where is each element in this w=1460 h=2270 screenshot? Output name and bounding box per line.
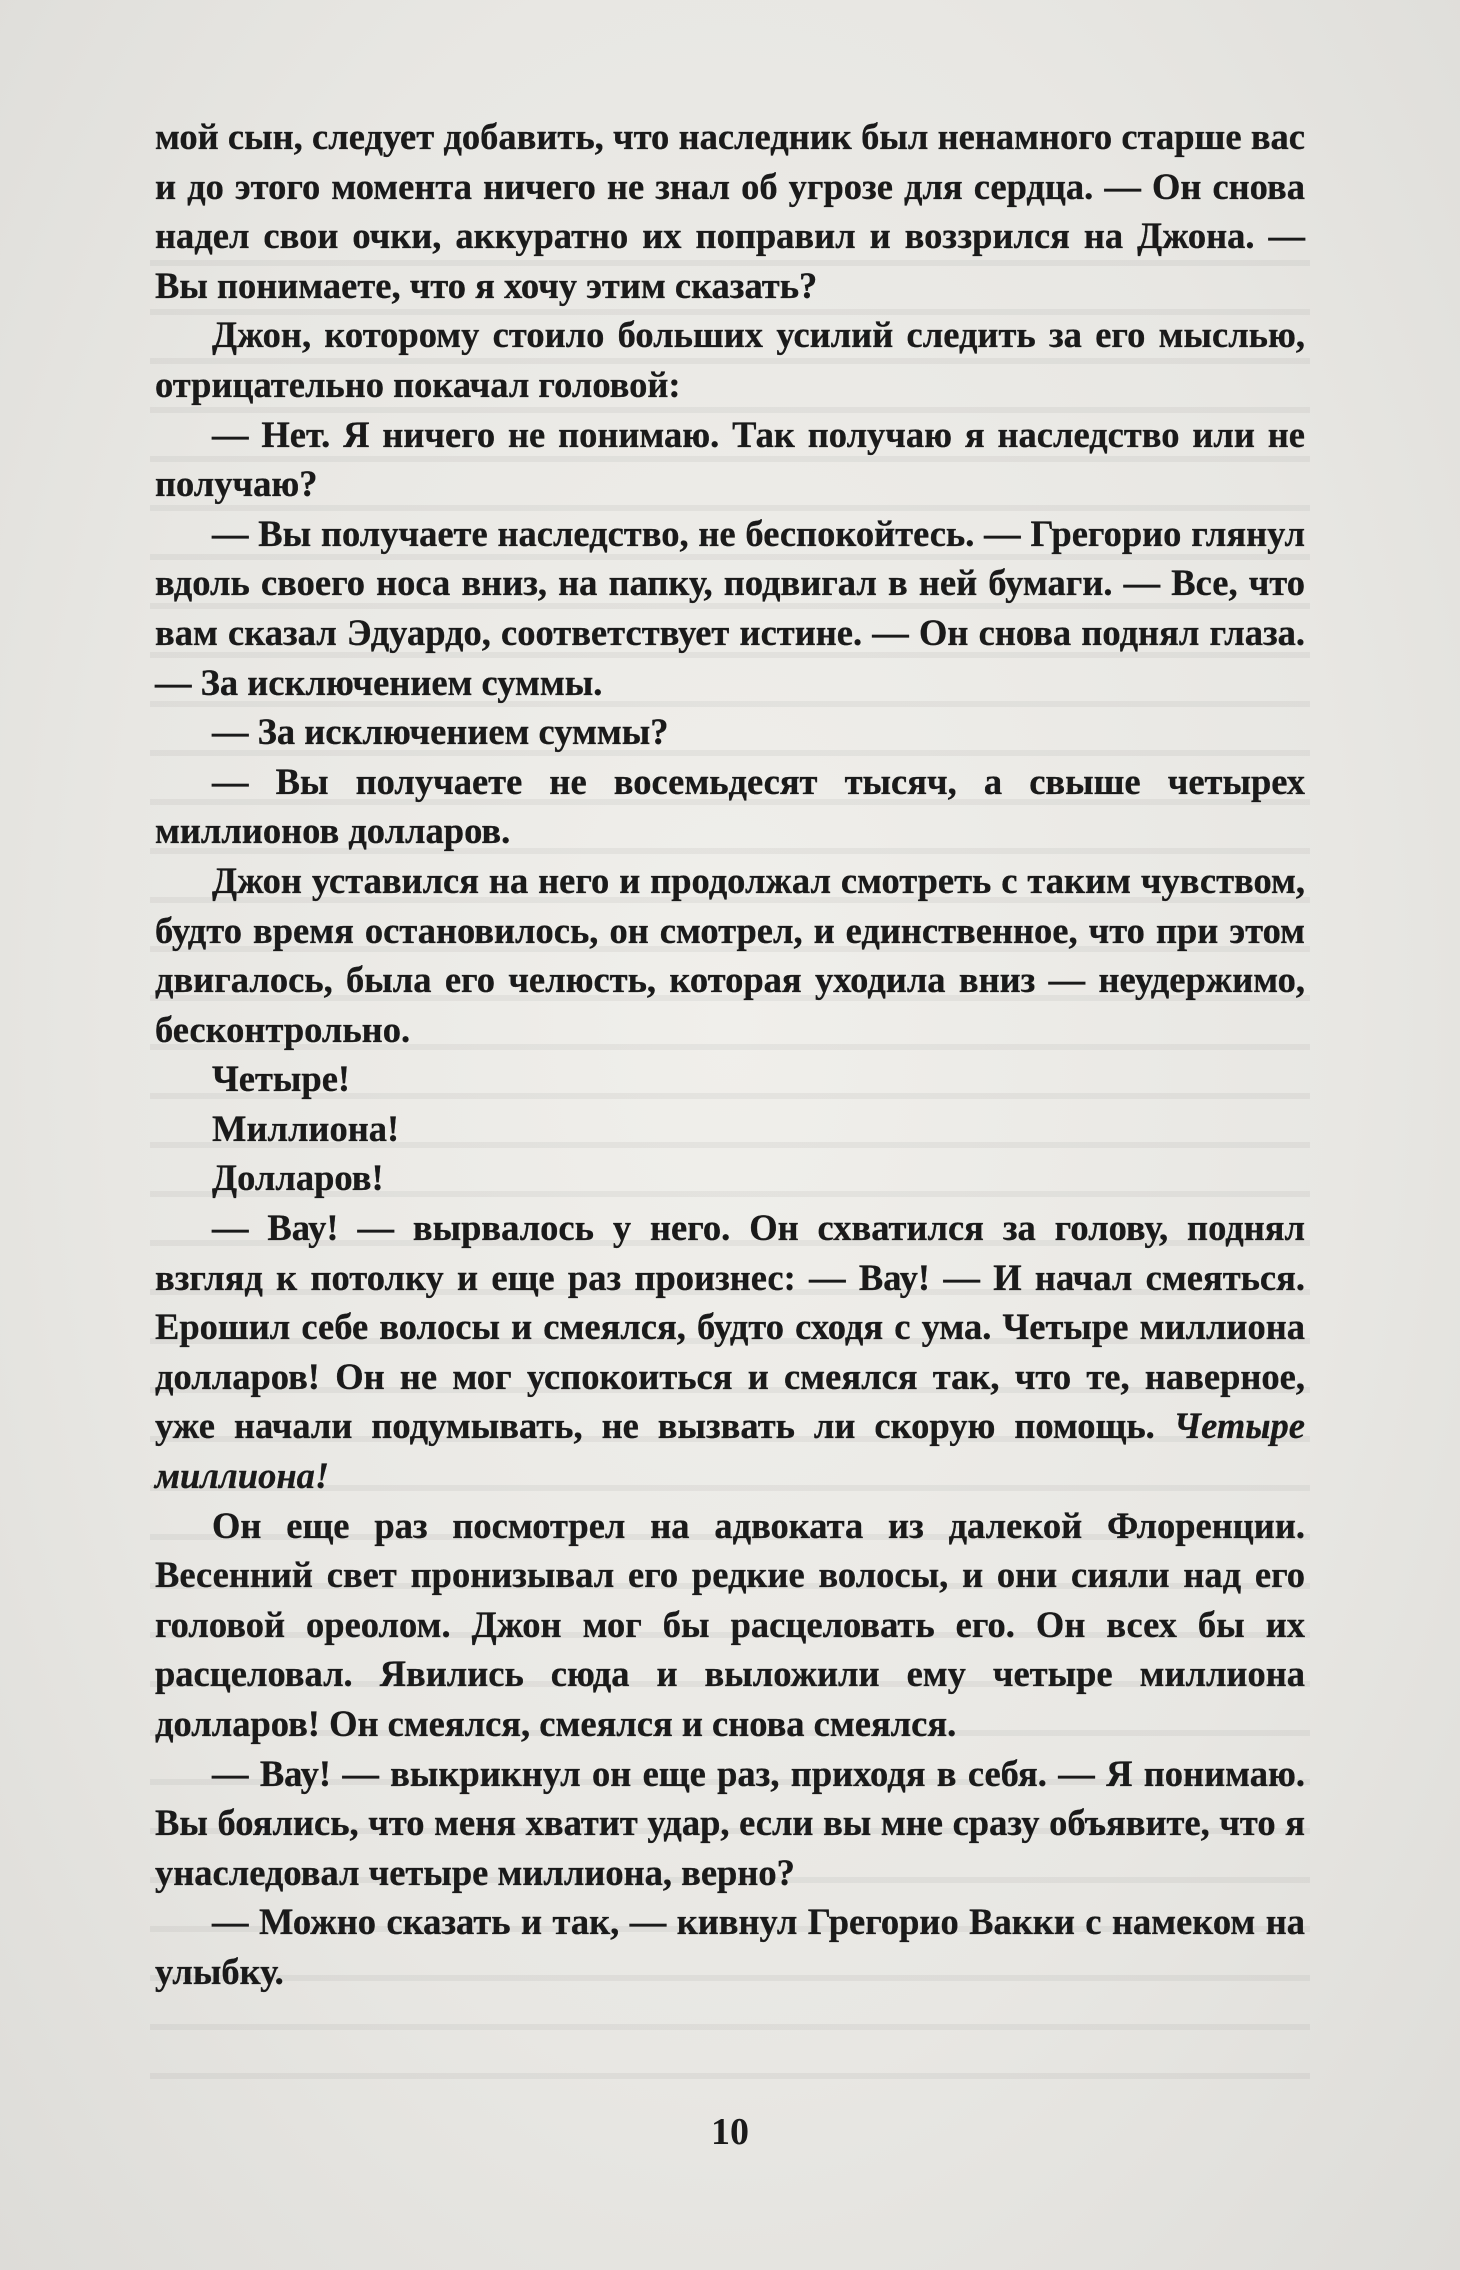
paragraph-11-main: — Вау! — вырвалось у него. Он схватился за голову, поднял взгляд к потолку и еще раз произнес: — Вау! — И начал смеяться. Ерошил себе волосы и смеялся, будто сходя с ума. Четыре миллиона долларов! Он не мог успокоиться и смеялся так, что те, наверное, уже начали подумывать, не вызвать ли скорую помощь. [155, 1207, 1305, 1447]
paragraph-4: — Вы получаете наследство, не беспокойтесь. — Грегорио глянул вдоль своего носа вниз, на папку, подвигал в ней бумаги. — Все, что вам сказал Эдуардо, соответствует истине. — Он снова поднял глаза. — За исключением суммы. [155, 512, 1305, 703]
paragraph-2: Джон, которому стоило больших усилий следить за его мыслью, отрицательно покачал головой: [155, 314, 1305, 405]
paragraph-12: Он еще раз посмотрел на адвоката из далекой Флоренции. Весенний свет пронизывал его редкие волосы, и они сияли над его головой ореолом. Джон мог бы расцеловать его. Он всех бы их расцеловал. Явились сюда и выложили ему четыре миллиона долларов! Он смеялся, смеялся и снова смеялся. [155, 1504, 1305, 1744]
paragraph-7: Джон уставился на него и продолжал смотреть с таким чувством, будто время остановилось, он смотрел, и единственное, что при этом двигалось, была его челюсть, которая уходила вниз — неудержимо, бесконтрольно. [155, 859, 1305, 1050]
paragraph-14: — Можно сказать и так, — кивнул Грегорио Вакки с намеком на улыбку. [155, 1901, 1305, 1992]
paragraph-11-italic: Четыре миллиона! [155, 1405, 1305, 1497]
paragraph-11 [155, 1203, 1305, 1501]
paragraph-6: — Вы получаете не восемьдесят тысяч, а свыше четырех миллионов долларов. [155, 760, 1305, 852]
paragraph-5: — За исключением суммы? [212, 711, 669, 753]
paragraph-13: — Вау! — выкрикнул он еще раз, приходя в себя. — Я понимаю. Вы боялись, что меня хватит удар, если вы мне сразу объявите, что я унаследовал четыре миллиона, верно? [155, 1752, 1305, 1893]
paragraph-1: мой сын, следует добавить, что наследник был ненамного старше вас и до этого момента ничего не знал об угрозе для сердца. — Он снова надел свои очки, аккуратно их поправил и воззрился на Джона. — Вы понимаете, что я хочу этим сказать? [155, 116, 1305, 306]
paragraph-8: Четыре! [212, 1058, 351, 1100]
page-number: 10 [711, 2111, 749, 2153]
paragraph-9: Миллиона! [212, 1107, 400, 1149]
paragraph-3: — Нет. Я ничего не понимаю. Так получаю я наследство или не получаю? [155, 413, 1305, 505]
paragraph-10: Долларов! [212, 1157, 384, 1199]
body-text [155, 112, 1305, 1997]
